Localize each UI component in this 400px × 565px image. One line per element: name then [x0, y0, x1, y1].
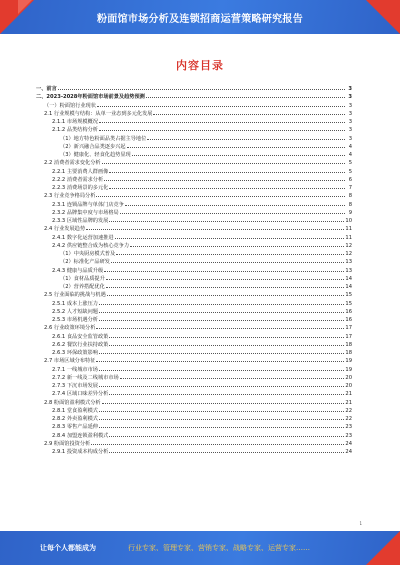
- toc-leader-dots: [115, 233, 345, 239]
- toc-entry-title: 一、前言: [36, 86, 57, 92]
- toc-entry[interactable]: [36, 406, 352, 414]
- toc-entry[interactable]: [36, 249, 352, 257]
- toc-leader-dots: [99, 414, 344, 420]
- toc-entry[interactable]: [36, 150, 352, 158]
- toc-entry[interactable]: [36, 332, 352, 340]
- footer-roles: 行业专家、管理专家、营销专家、战略专家、运营专家……: [128, 544, 310, 552]
- toc-leader-dots: [99, 125, 345, 131]
- toc-leader-dots: [111, 257, 344, 263]
- toc-entry[interactable]: [36, 340, 352, 348]
- toc-leader-dots: [99, 307, 344, 313]
- toc-leader-dots: [99, 315, 344, 321]
- toc-entry-page: 16: [345, 317, 352, 323]
- toc-entry-title: 2.4 行业发展趋势: [44, 226, 86, 233]
- toc-entry-page: 18: [345, 350, 352, 356]
- toc-entry-title: 2.7.3 下沉市场发展: [52, 383, 98, 389]
- toc-entry-page: 3: [348, 86, 352, 92]
- toc-entry-title: 2.8.2 外卖盈利模式: [52, 416, 98, 422]
- toc-entry[interactable]: [36, 414, 352, 422]
- toc-entry-title: 2.4.3 健康与品质升级: [52, 267, 104, 274]
- footer-slogan: 让每个人都能成为: [40, 544, 96, 552]
- toc-entry[interactable]: [36, 233, 352, 241]
- toc-entry[interactable]: [36, 315, 352, 323]
- toc-leader-dots: [99, 406, 344, 412]
- toc-entry[interactable]: [36, 356, 352, 364]
- toc-leader-dots: [127, 142, 345, 148]
- toc-entry-page: 23: [345, 432, 352, 439]
- toc-leader-dots: [130, 241, 344, 247]
- toc-leader-dots: [120, 373, 345, 379]
- toc-leader-dots: [109, 340, 344, 346]
- toc-entry-title: 2.4.2 供应链整合成为核心竞争力: [52, 242, 130, 249]
- toc-entry[interactable]: [36, 191, 352, 199]
- toc-entry-page: 9: [348, 209, 352, 216]
- toc-entry[interactable]: [36, 208, 352, 216]
- toc-leader-dots: [97, 101, 345, 107]
- toc-entry-page: 21: [345, 391, 352, 398]
- toc-leader-dots: [99, 117, 345, 123]
- toc-leader-dots: [109, 389, 344, 395]
- toc-leader-dots: [153, 109, 345, 115]
- toc-entry-title: 2.7 市场区域分布特征: [44, 358, 96, 365]
- toc-entry[interactable]: [36, 142, 352, 150]
- toc-entry-page: 22: [345, 416, 352, 422]
- toc-entry-page: 7: [348, 185, 352, 191]
- toc-leader-dots: [109, 167, 345, 173]
- toc-entry[interactable]: [36, 200, 352, 208]
- toc-leader-dots: [99, 365, 344, 371]
- toc-entry[interactable]: [36, 224, 352, 232]
- toc-entry-title: 2.5.1 成本上涨压力: [52, 300, 98, 307]
- toc-leader-dots: [109, 431, 344, 437]
- toc-leader-dots: [96, 323, 344, 329]
- footer-banner: [0, 531, 400, 565]
- toc-entry[interactable]: [36, 216, 352, 224]
- toc-entry[interactable]: [36, 266, 352, 274]
- toc-entry-page: 12: [345, 242, 352, 249]
- toc-entry-page: 22: [345, 407, 352, 414]
- toc-leader-dots: [104, 175, 345, 181]
- toc-entry-page: 11: [345, 234, 352, 241]
- toc-entry[interactable]: [36, 158, 352, 166]
- toc-entry-page: 20: [345, 383, 352, 389]
- toc-entry-page: 19: [345, 366, 352, 373]
- toc-entry-page: 17: [345, 333, 352, 340]
- toc-entry[interactable]: [36, 348, 352, 356]
- toc-entry-title: 2.2.1 主要消费人群画像: [52, 168, 109, 175]
- toc-entry-title: 2.2.3 消费场景的多元化: [52, 185, 109, 191]
- toc-entry[interactable]: [36, 183, 352, 191]
- toc-leader-dots: [99, 348, 344, 354]
- toc-entry-title: 2.8.3 零售产品延伸: [52, 424, 98, 431]
- toc-entry-page: 24: [345, 449, 352, 455]
- toc-entry[interactable]: [36, 175, 352, 183]
- toc-entry-title: 2.5 行业面临的挑战与机遇: [44, 292, 106, 299]
- toc-entry-page: 11: [345, 226, 352, 233]
- toc-entry[interactable]: [36, 92, 352, 100]
- toc-entry-title: （2）标准化产品研发: [60, 259, 110, 266]
- toc-entry-page: 8: [348, 201, 352, 208]
- toc-entry-title: 2.3.3 区域性品牌的发展: [52, 218, 109, 224]
- toc-leader-dots: [58, 84, 345, 90]
- toc-entry-page: 3: [348, 119, 352, 125]
- toc-entry[interactable]: [36, 274, 352, 282]
- toc-leader-dots: [99, 422, 344, 428]
- toc-entry[interactable]: [36, 167, 352, 175]
- toc-entry-title: 2.1.1 市场规模概况: [52, 119, 98, 125]
- toc-leader-dots: [109, 216, 344, 222]
- toc-entry-title: （1）地方特色粉面品类占据主导地位: [60, 135, 147, 142]
- toc-entry-page: 12: [345, 251, 352, 257]
- toc-entry-title: 2.5.3 市场机遇分析: [52, 317, 98, 323]
- header-right-corner-decoration: [366, 0, 400, 34]
- toc-entry-page: 23: [345, 424, 352, 431]
- toc-entry-title: 2.7.2 新一线及二线城市市场: [52, 374, 119, 381]
- toc-entry[interactable]: [36, 373, 352, 381]
- toc-leader-dots: [106, 274, 345, 280]
- toc-entry-page: 3: [348, 102, 352, 109]
- toc-entry-title: 2.6 行业政策环境分析: [44, 325, 96, 332]
- toc-entry[interactable]: [36, 323, 352, 331]
- toc-entry-title: 2.6.3 环保政策影响: [52, 350, 98, 356]
- toc-entry-page: 3: [348, 127, 352, 134]
- toc-leader-dots: [107, 290, 345, 296]
- toc-entry-page: 4: [348, 152, 352, 158]
- toc-leader-dots: [109, 183, 345, 189]
- toc-entry[interactable]: [36, 389, 352, 397]
- toc-leader-dots: [120, 208, 345, 214]
- toc-entry-page: 14: [345, 284, 352, 290]
- toc-leader-dots: [146, 92, 345, 98]
- toc-entry-title: 2.2.2 消费者需求分析: [52, 176, 104, 183]
- toc-entry-title: 2.7.4 区域口味差异分析: [52, 391, 109, 398]
- toc-entry[interactable]: [36, 431, 352, 439]
- toc-leader-dots: [96, 191, 345, 197]
- toc-entry-page: 18: [345, 341, 352, 348]
- toc-entry[interactable]: [36, 307, 352, 315]
- toc-entry[interactable]: [36, 447, 352, 455]
- toc-heading: 内容目录: [176, 59, 224, 72]
- toc-entry[interactable]: [36, 117, 352, 125]
- toc-leader-dots: [99, 381, 344, 387]
- toc-entry[interactable]: [36, 290, 352, 298]
- toc-entry-title: （一）粉面馆行业现状: [44, 102, 96, 109]
- toc-entry[interactable]: [36, 398, 352, 406]
- toc-entry-page: 19: [345, 358, 352, 365]
- toc-entry-page: 8: [348, 193, 352, 200]
- toc-entry[interactable]: [36, 381, 352, 389]
- toc-leader-dots: [109, 332, 344, 338]
- toc-leader-dots: [106, 282, 345, 288]
- toc-entry[interactable]: [36, 365, 352, 373]
- toc-entry[interactable]: [36, 241, 352, 249]
- toc-entry[interactable]: [36, 257, 352, 265]
- toc-entry-page: 10: [345, 218, 352, 224]
- toc-entry-title: 2.3 行业竞争格局分析: [44, 193, 96, 200]
- toc-leader-dots: [104, 266, 344, 272]
- toc-entry[interactable]: [36, 101, 352, 109]
- toc-entry[interactable]: [36, 134, 352, 142]
- toc-entry[interactable]: [36, 109, 352, 117]
- toc-entry-title: 2.1 行业规模与结构：从单一业态到多元化发展: [44, 110, 153, 117]
- toc-entry-page: 15: [345, 300, 352, 307]
- report-title: 粉面馆市场分析及连锁招商运营策略研究报告: [97, 14, 303, 25]
- toc-leader-dots: [132, 150, 345, 156]
- toc-entry[interactable]: [36, 439, 352, 447]
- toc-entry-page: 24: [345, 440, 352, 447]
- toc-leader-dots: [116, 249, 344, 255]
- toc-entry-title: 2.3.2 品牌集中度与市场格局: [52, 209, 119, 216]
- toc-entry-page: 21: [345, 399, 352, 406]
- toc-entry-page: 17: [345, 325, 352, 332]
- toc-entry-title: 2.2 消费者需求变化分析: [44, 160, 101, 167]
- header-banner: [0, 0, 400, 34]
- toc-entry-title: 2.4.1 数字化运营加速推进: [52, 234, 114, 241]
- footer-corner-decoration: [366, 531, 400, 565]
- table-of-contents: [36, 84, 352, 455]
- toc-entry-page: 5: [348, 168, 352, 175]
- toc-entry[interactable]: [36, 84, 352, 92]
- toc-leader-dots: [147, 134, 345, 140]
- toc-entry-page: 3: [348, 94, 352, 101]
- toc-entry-title: 2.9 粉面馆投资分析: [44, 440, 91, 447]
- toc-leader-dots: [96, 356, 344, 362]
- toc-entry-page: 3: [348, 135, 352, 142]
- toc-entry-page: 6: [348, 176, 352, 183]
- toc-entry-title: 2.5.2 人才短缺问题: [52, 308, 98, 315]
- toc-entry[interactable]: [36, 422, 352, 430]
- page-number: 1: [359, 521, 362, 526]
- toc-entry-title: （1）中央厨房模式普及: [60, 251, 116, 257]
- toc-entry-title: 2.6.1 食品安全监管政策: [52, 333, 109, 340]
- toc-entry-page: 20: [345, 374, 352, 381]
- toc-entry-title: （1）食材品质提升: [60, 275, 105, 282]
- toc-leader-dots: [102, 158, 345, 164]
- toc-entry-page: 3: [348, 110, 352, 117]
- toc-entry-page: 13: [345, 259, 352, 266]
- toc-entry-title: 2.9.1 投资成本构成分析: [52, 449, 109, 455]
- toc-entry-page: 5: [348, 160, 352, 167]
- toc-leader-dots: [91, 439, 344, 445]
- toc-entry-title: （3）健康化、轻食化趋势显现: [60, 152, 131, 158]
- toc-entry-page: 16: [345, 308, 352, 315]
- toc-entry[interactable]: [36, 299, 352, 307]
- toc-entry-page: 14: [345, 275, 352, 282]
- toc-entry-page: 13: [345, 267, 352, 274]
- toc-entry-title: 2.8.4 加盟连锁盈利模式: [52, 432, 109, 439]
- toc-entry-title: 2.8.1 堂食盈利模式: [52, 407, 98, 414]
- toc-entry-title: 2.1.2 品类结构分析: [52, 127, 98, 134]
- toc-entry-title: 2.6.2 餐饮行业扶持政策: [52, 341, 109, 348]
- toc-entry-title: （2）营养搭配优化: [60, 284, 105, 290]
- toc-leader-dots: [125, 200, 345, 206]
- toc-entry-title: 二、2023-2028年粉面馆市场前景及趋势预测: [36, 94, 145, 101]
- toc-entry-page: 15: [345, 292, 352, 299]
- toc-entry-title: 2.7.1 一线城市市场: [52, 366, 98, 373]
- toc-entry-title: 2.3.1 连锁品牌与单体门店竞争: [52, 201, 124, 208]
- toc-entry[interactable]: [36, 125, 352, 133]
- toc-entry-page: 4: [348, 143, 352, 150]
- toc-entry[interactable]: [36, 282, 352, 290]
- toc-leader-dots: [102, 398, 345, 404]
- toc-leader-dots: [86, 224, 344, 230]
- toc-leader-dots: [109, 447, 344, 453]
- toc-entry-title: 2.8 粉面馆盈利模式分析: [44, 399, 101, 406]
- toc-entry-title: （2）新兴融合品类逐步兴起: [60, 143, 126, 150]
- toc-leader-dots: [99, 299, 344, 305]
